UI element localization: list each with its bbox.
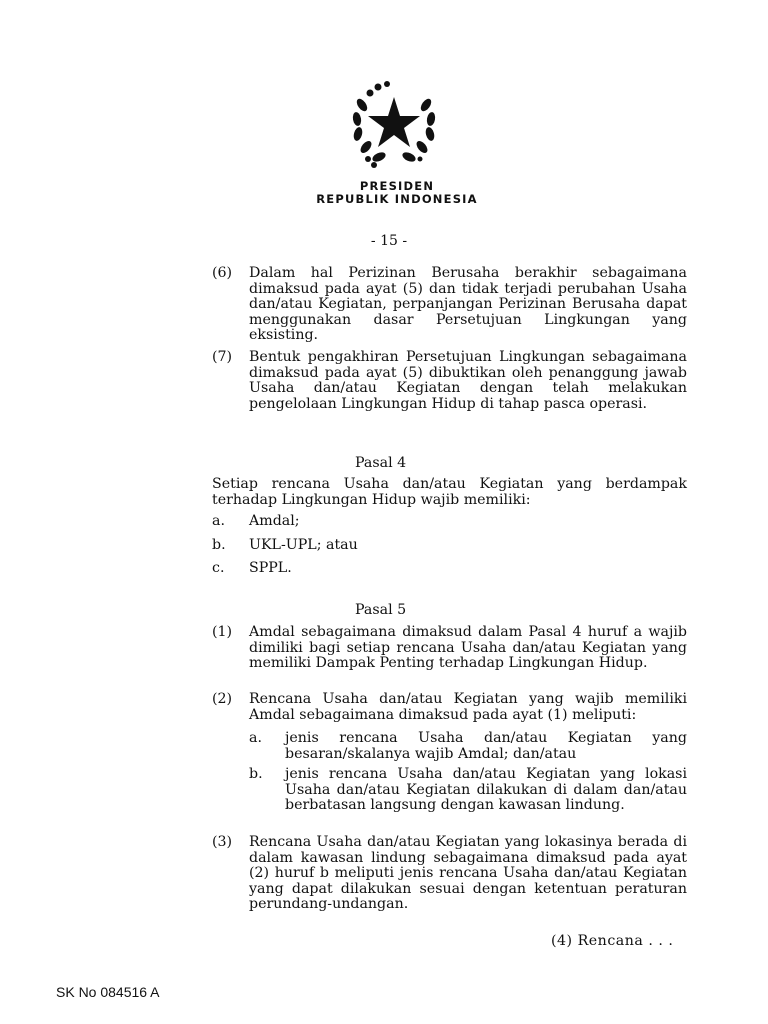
paragraph-7-text: Bentuk pengakhiran Persetujuan Lingkungan sebagaimana dimaksud pada ayat (5) dibuktikan oleh penanggung jawab Usaha dan/atau Kegiatan dengan telah melakukan pengelolaan Lingkungan Hidup di tahap pasca operasi. bbox=[249, 349, 687, 412]
state-emblem-icon bbox=[346, 75, 442, 171]
paragraph-2-text: Rencana Usaha dan/atau Kegiatan yang wajib memiliki Amdal sebagaimana dimaksud pada ayat (1) meliputi: bbox=[249, 691, 687, 723]
sublist-item-label: a. bbox=[249, 730, 262, 746]
next-page-catchword: (4) Rencana . . . bbox=[551, 933, 674, 949]
list-item-text: UKL-UPL; atau bbox=[249, 537, 358, 553]
sublist-item-text: jenis rencana Usaha dan/atau Kegiatan yang lokasi Usaha dan/atau Kegiatan dilakukan di dalam dan/atau berbatasan langsung dengan kawasan lindung. bbox=[285, 766, 687, 814]
paragraph-number-1: (1) bbox=[212, 624, 233, 640]
page-number: - 15 - bbox=[370, 233, 408, 249]
document-serial-number: SK No 084516 A bbox=[56, 984, 160, 1000]
list-item-label: b. bbox=[212, 537, 226, 553]
paragraph-number-6: (6) bbox=[212, 265, 233, 281]
list-item-label: a. bbox=[212, 513, 225, 529]
list-item-text: Amdal; bbox=[249, 513, 300, 529]
paragraph-number-2: (2) bbox=[212, 691, 233, 707]
pasal-5-heading: Pasal 5 bbox=[355, 602, 407, 618]
paragraph-number-3: (3) bbox=[212, 834, 233, 850]
list-item-text: SPPL. bbox=[249, 560, 292, 576]
paragraph-1-text: Amdal sebagaimana dimaksud dalam Pasal 4 huruf a wajib dimiliki bagi setiap rencana Usaha dan/atau Kegiatan yang memiliki Dampak Penting terhadap Lingkungan Hidup. bbox=[249, 624, 687, 672]
header-republik: REPUBLIK INDONESIA bbox=[316, 192, 478, 206]
pasal-4-heading: Pasal 4 bbox=[355, 455, 407, 471]
pasal-4-intro: Setiap rencana Usaha dan/atau Kegiatan yang berdampak terhadap Lingkungan Hidup wajib memiliki: bbox=[212, 476, 687, 508]
header-presiden: PRESIDEN bbox=[359, 179, 435, 193]
sublist-item-text: jenis rencana Usaha dan/atau Kegiatan yang besaran/skalanya wajib Amdal; dan/atau bbox=[285, 730, 687, 762]
sublist-item-label: b. bbox=[249, 766, 263, 782]
paragraph-6-text: Dalam hal Perizinan Berusaha berakhir sebagaimana dimaksud pada ayat (5) dan tidak terjadi perubahan Usaha dan/atau Kegiatan, perpanjangan Perizinan Berusaha dapat menggunakan dasar Persetujuan Lingkungan yang eksisting. bbox=[249, 265, 687, 344]
paragraph-3-text: Rencana Usaha dan/atau Kegiatan yang lokasinya berada di dalam kawasan lindung sebagaimana dimaksud pada ayat (2) huruf b meliputi jenis rencana Usaha dan/atau Kegiatan yang dapat dilakukan sesuai dengan ketentuan peraturan perundang-undangan. bbox=[249, 834, 687, 913]
paragraph-number-7: (7) bbox=[212, 349, 233, 365]
list-item-label: c. bbox=[212, 560, 225, 576]
